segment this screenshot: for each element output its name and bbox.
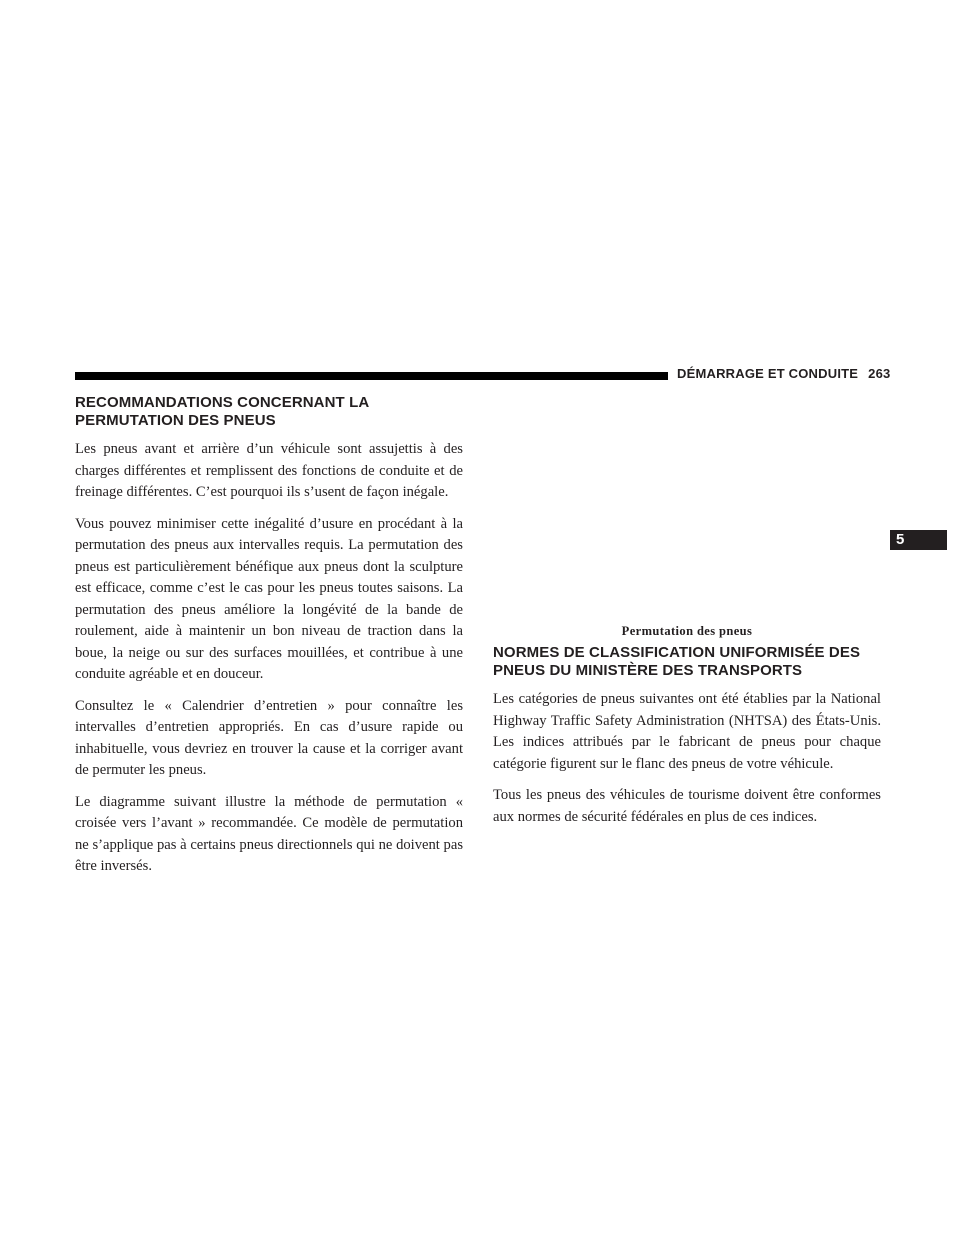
chapter-number: 5 [896,531,905,548]
left-column [75,394,463,888]
paragraph: Tous les pneus des véhicules de tourisme doivent être conformes aux normes de sécurité fédérales en plus de ces indices. [493,787,881,825]
paragraph: Vous pouvez minimiser cette inégalité d’usure en procédant à la permutation des pneus aux intervalles requis. La permutation des pneus est particulièrement bénéfique aux pneus dont la sculpture est efficace, comme c’est le cas pour les pneus toutes saisons. La permutation des pneus améliore la longévité de la bande de roulement, aide à maintenir un bon niveau de traction dans la boue, la neige ou sur des surfaces mouillées, et contribue à une conduite agréable et en douceur. [75,515,463,682]
running-header [677,366,890,381]
paragraph: Les catégories de pneus suivantes ont été établies par la National Highway Traffic Safety Administration (NHTSA) des États-Unis. Les indices attribués par le fabricant de pneus pour chaque catégorie figurent sur le flanc des pneus de votre véhicule. [493,691,881,772]
paragraph: Consultez le « Calendrier d’entretien » pour connaître les intervalles d’entretien appropriés. En cas d’usure rapide ou inhabituelle, vous devriez en trouver la cause et la corriger avant de permuter les pneus. [75,697,463,778]
paragraph: Le diagramme suivant illustre la méthode de permutation « croisée vers l’avant » recommandée. Ce modèle de permutation ne s’applique pas à certains pneus directionnels qui ne doivent pas être inversés. [75,793,463,874]
section-heading-tire-grading [493,644,881,680]
page-number: 263 [868,366,891,381]
section-title: DÉMARRAGE ET CONDUITE [677,366,859,381]
section-heading-tire-rotation [75,394,463,430]
header-rule [75,372,668,380]
heading-line-1: NORMES DE CLASSIFICATION UNIFORMISÉE DES [493,644,861,661]
heading-line-2: PNEUS DU MINISTÈRE DES TRANSPORTS [493,662,803,679]
right-column [493,644,881,838]
heading-line-2: PERMUTATION DES PNEUS [75,412,276,429]
chapter-tab [890,530,947,550]
figure-caption: Permutation des pneus [621,624,753,638]
heading-line-1: RECOMMANDATIONS CONCERNANT LA [75,394,370,411]
paragraph: Les pneus avant et arrière d’un véhicule sont assujettis à des charges différentes et remplissent des fonctions de conduite et de freinage différentes. C’est pourquoi ils s’usent de façon inégale. [75,441,463,500]
